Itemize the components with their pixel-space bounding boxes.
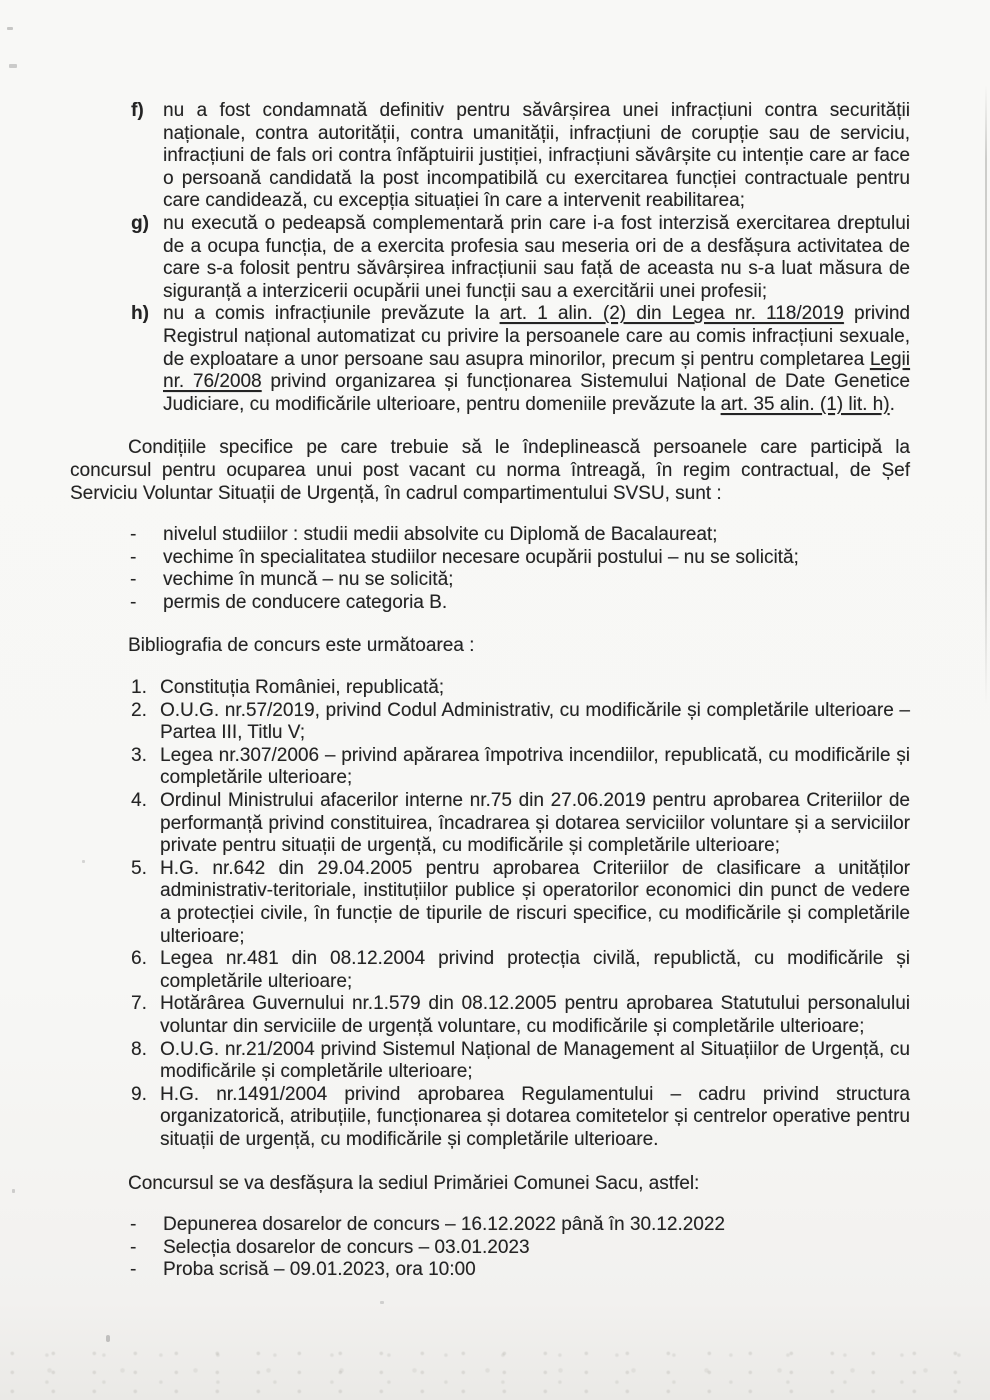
item-number: 9. bbox=[131, 1083, 147, 1105]
bibliography-text: H.G. nr.642 din 29.04.2005 pentru aprobarea Criteriilor de clasificare a unităților administrativ-teritoriale, instituțiilor publice și operatorilor economici din punct de vedere a protecției civile, în funcție de tipurile de riscuri specifice, cu modificările și completările ulterioare; bbox=[160, 857, 910, 947]
scan-speck bbox=[106, 1335, 110, 1342]
clause-item-f bbox=[70, 100, 910, 213]
bibliography-title: Bibliografia de concurs este următoarea : bbox=[128, 635, 475, 657]
item-number: 7. bbox=[131, 993, 147, 1015]
condition-text: vechime în specialitatea studiilor necesare ocupării postului – nu se solicită; bbox=[163, 546, 799, 568]
condition-item bbox=[70, 547, 910, 570]
condition-item bbox=[70, 592, 910, 615]
bibliography-text: Legea nr.307/2006 – privind apărarea împotriva incendiilor, republicată, cu modificările și completările ulterioare; bbox=[160, 744, 910, 789]
bibliography-item bbox=[70, 790, 910, 858]
schedule-item bbox=[70, 1214, 910, 1237]
clause-label: h) bbox=[131, 303, 149, 325]
item-number: 3. bbox=[131, 744, 147, 766]
dash-marker: - bbox=[130, 569, 137, 591]
bibliography-item bbox=[70, 948, 910, 993]
bibliography-text: Legea nr.481 din 08.12.2004 privind protecția civilă, republictă, cu modificările și completările ulterioare; bbox=[160, 948, 910, 992]
law-reference-underlined: art. 35 alin. (1) lit. h) bbox=[720, 393, 890, 415]
schedule-list bbox=[70, 1214, 910, 1282]
law-reference-underlined: art. 1 alin. (2) din Legea nr. 118/2019 bbox=[499, 303, 844, 325]
specific-conditions-list bbox=[70, 524, 910, 614]
scan-speck bbox=[12, 1189, 15, 1193]
schedule-item bbox=[70, 1259, 910, 1282]
condition-item bbox=[70, 569, 910, 592]
condition-text: permis de conducere categoria B. bbox=[163, 591, 448, 613]
condition-text: nivelul studiilor : studii medii absolvite cu Diplomă de Bacalaureat; bbox=[163, 524, 718, 546]
bibliography-item bbox=[70, 700, 910, 745]
document-content bbox=[70, 100, 910, 1282]
item-number: 5. bbox=[131, 857, 147, 879]
schedule-text: Depunerea dosarelor de concurs – 16.12.2022 până în 30.12.2022 bbox=[163, 1214, 725, 1236]
specific-conditions-intro: Condițiile specifice pe care trebuie să le îndeplinească persoanele care participă la concursul pentru ocuparea unui post vacant cu norma întreagă, în regim contractual, de Șef Serviciu Voluntar Situații de Urgență, în cadrul compartimentului SVSU, sunt : bbox=[70, 437, 910, 504]
bibliography-text: Hotărârea Guvernului nr.1.579 din 08.12.2005 pentru aprobarea Statutului personalului voluntar din serviciile de urgență voluntare, cu modificările și completările ulterioare; bbox=[160, 993, 910, 1037]
schedule-text: Proba scrisă – 09.01.2023, ora 10:00 bbox=[163, 1259, 476, 1281]
bibliography-list bbox=[70, 677, 910, 1151]
clause-text: nu a fost condamnată definitiv pentru săvârșirea unei infracțiuni contra securității naționale, contra autorității, contra umanității, infracțiuni de corupție sau de serviciu, infracțiuni de fals ori contra înfăptuirii justiției, infracțiuni săvârșite cu intenție care ar face o persoană candidată la post incompatibilă cu exercitarea funcției contractuale pentru care candidează, cu excepția situației în care a intervenit reabilitarea; bbox=[163, 100, 910, 212]
scan-speck bbox=[7, 27, 13, 30]
bibliography-item bbox=[70, 993, 910, 1038]
schedule-intro: Concursul se va desfășura la sediul Primăriei Comunei Sacu, astfel: bbox=[128, 1172, 700, 1194]
dash-marker: - bbox=[130, 1214, 137, 1236]
dash-marker: - bbox=[130, 591, 137, 613]
clause-text-segment: . bbox=[889, 393, 895, 415]
item-number: 8. bbox=[131, 1038, 147, 1060]
law-reference-underlined: Legii nr. 76/2008 bbox=[163, 348, 910, 393]
bibliography-text: O.U.G. nr.57/2019, privind Codul Administrativ, cu modificările și completările ulterioare – Partea III, Titlu V; bbox=[160, 699, 910, 744]
clause-text: nu execută o pedeapsă complementară prin care i-a fost interzisă exercitarea dreptului de a ocupa funcția, de a exercita profesia sau meseria ori de a desfășura activitatea de care s-a folosit pentru săvârșirea infracțiunii sau față de aceasta nu s-a luat măsura de siguranță a interzicerii ocupării unei funcții sau a exercitării unei profesii; bbox=[163, 212, 910, 302]
scan-speck bbox=[380, 1301, 384, 1304]
bibliography-text: H.G. nr.1491/2004 privind aprobarea Regulamentului – cadru privind structura organizatorică, atribuțiile, funcționarea și dotarea comitetelor și centrelor operative pentru situații de urgență, cu modificările și completările ulterioare. bbox=[160, 1083, 910, 1150]
bibliography-item bbox=[70, 858, 910, 948]
bibliography-item bbox=[70, 745, 910, 790]
condition-item bbox=[70, 524, 910, 547]
clause-text-segment: privind organizarea și funcționarea Sistemului Național de Date Genetice Judiciare, cu modificările ulterioare, pentru domeniile prevăzute la bbox=[163, 371, 910, 415]
scan-speck bbox=[82, 860, 85, 863]
bibliography-text: Ordinul Ministrului afacerilor interne nr.75 din 27.06.2019 pentru aprobarea Criteriilor de performanță privind constituirea, încadrarea și dotarea serviciilor voluntare și a serviciilor private pentru situații de urgență, cu modificările și completările ulterioare; bbox=[160, 790, 910, 857]
item-number: 4. bbox=[131, 790, 147, 812]
bibliography-text: O.U.G. nr.21/2004 privind Sistemul Național de Management al Situațiilor de Urgență, cu modificările și completările ulterioare; bbox=[160, 1038, 910, 1083]
schedule-item bbox=[70, 1237, 910, 1260]
schedule-text: Selecția dosarelor de concurs – 03.01.2023 bbox=[163, 1236, 530, 1258]
clause-text-segment: nu a comis infracțiunile prevăzute la bbox=[163, 303, 500, 325]
clause-label: f) bbox=[131, 100, 144, 121]
bibliography-item bbox=[70, 1039, 910, 1084]
item-number: 6. bbox=[131, 948, 147, 970]
bibliography-item bbox=[70, 677, 910, 700]
dash-marker: - bbox=[130, 1236, 137, 1258]
dash-marker: - bbox=[130, 546, 137, 568]
bibliography-text: Constituția României, republicată; bbox=[160, 677, 445, 699]
clause-item-h bbox=[70, 303, 910, 416]
dash-marker: - bbox=[130, 1259, 137, 1281]
item-number: 1. bbox=[131, 677, 147, 699]
item-number: 2. bbox=[131, 699, 147, 721]
condition-text: vechime în muncă – nu se solicită; bbox=[163, 569, 454, 591]
clause-text-segment: privind Registrul național automatizat cu privire la persoanele care au comis infracțiuni sexuale, de exploatare a unor persoane sau asupra minorilor, precum și pentru completarea bbox=[163, 303, 910, 370]
clause-item-g bbox=[70, 213, 910, 303]
clause-label: g) bbox=[131, 212, 149, 234]
scan-speck bbox=[9, 64, 17, 68]
dash-marker: - bbox=[130, 524, 137, 546]
clause-text bbox=[163, 303, 910, 414]
bibliography-item bbox=[70, 1084, 910, 1152]
scan-noise-band bbox=[0, 1342, 990, 1400]
scanner-edge-line bbox=[985, 85, 987, 705]
